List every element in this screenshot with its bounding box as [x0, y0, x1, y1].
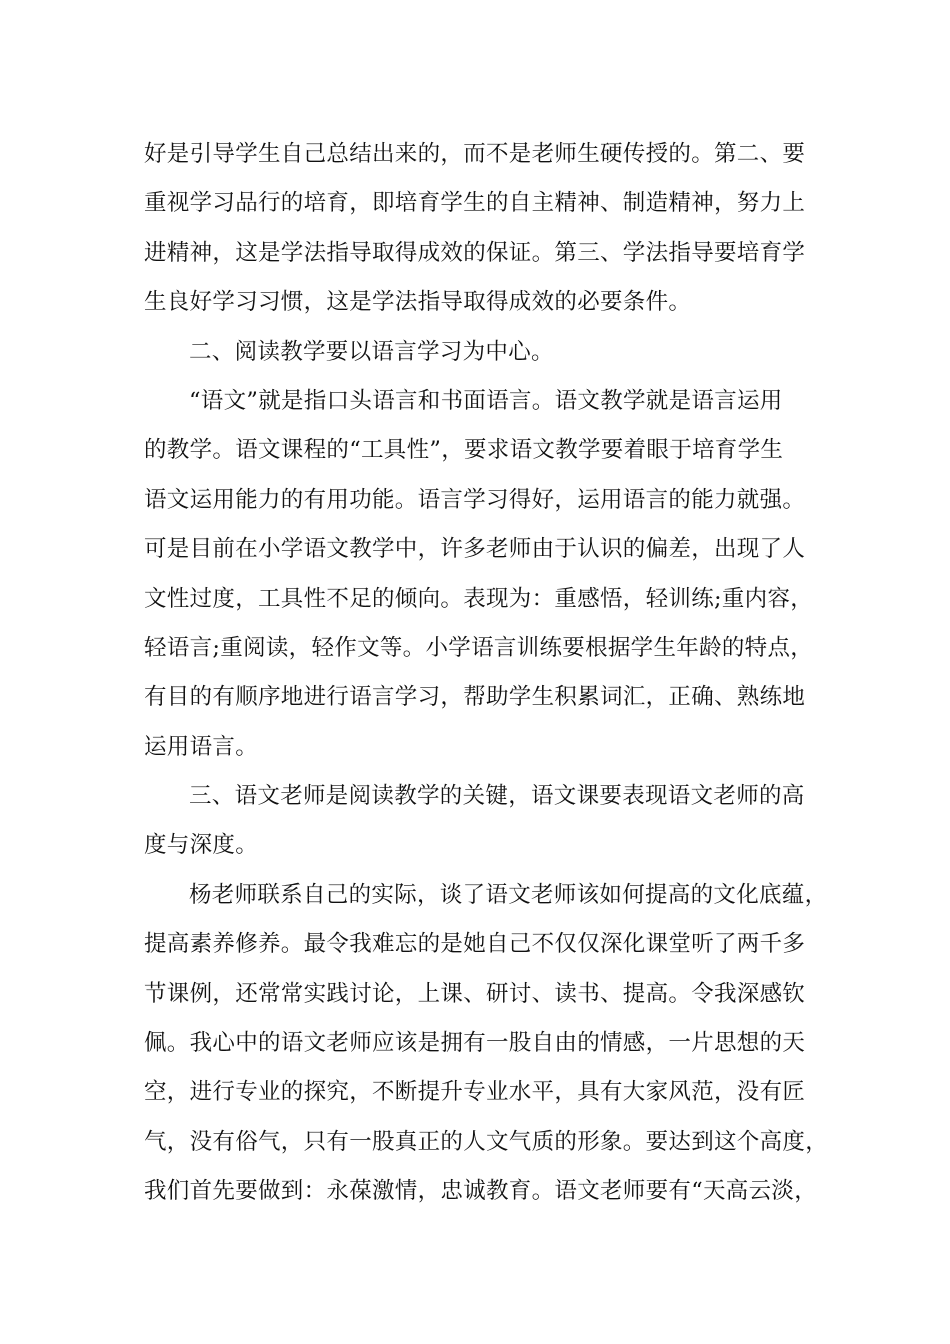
text-line: 重视学习品行的培育，即培育学生的自主精神、制造精神，努力上 [144, 190, 806, 217]
text-line: 轻语言;重阅读，轻作文等。小学语言训练要根据学生年龄的特点， [144, 634, 814, 661]
text-line: 节课例，还常常实践讨论，上课、研讨、读书、提高。令我深感钦 [144, 980, 806, 1007]
text-line: 进精神，这是学法指导取得成效的保证。第三、学法指导要培育学 [144, 239, 806, 266]
text-line: 提高素养修养。最令我难忘的是她自己不仅仅深化课堂听了两千多 [144, 931, 806, 958]
text-line: 生良好学习习惯，这是学法指导取得成效的必要条件。 [144, 289, 692, 316]
text-line: 可是目前在小学语文教学中，许多老师由于认识的偏差，出现了人 [144, 536, 806, 563]
text-line: 文性过度，工具性不足的倾向。表现为：重感悟，轻训练;重内容， [144, 585, 814, 612]
text-line: 运用语言。 [144, 733, 259, 760]
text-line: 佩。我心中的语文老师应该是拥有一股自由的情感，一片思想的天 [144, 1030, 806, 1057]
section-heading: 二、阅读教学要以语言学习为中心。 [189, 338, 554, 365]
text-line: 杨老师联系自己的实际，谈了语文老师该如何提高的文化底蕴， [189, 881, 828, 908]
text-line: 语文运用能力的有用功能。语言学习得好，运用语言的能力就强。 [144, 486, 806, 513]
text-line: 空，进行专业的探究，不断提升专业水平，具有大家风范，没有匠 [144, 1079, 806, 1106]
text-line: 我们首先要做到：永葆激情，忠诚教育。语文老师要有“天高云淡， [144, 1178, 818, 1205]
text-line: 的教学。语文课程的“工具性”，要求语文教学要着眼于培育学生 [144, 437, 784, 464]
document-body [144, 130, 829, 1217]
text-line: 好是引导学生自己总结出来的，而不是老师生硬传授的。第二、要 [144, 141, 806, 167]
text-line: 度与深度。 [144, 832, 259, 859]
text-line: “语文”就是指口头语言和书面语言。语文教学就是语言运用 [189, 387, 783, 414]
text-line: 气，没有俗气，只有一股真正的人文气质的形象。要达到这个高度， [144, 1128, 829, 1155]
section-heading: 三、语文老师是阅读教学的关键，语文课要表现语文老师的高 [189, 783, 805, 810]
text-line: 有目的有顺序地进行语言学习，帮助学生积累词汇，正确、熟练地 [144, 684, 806, 711]
